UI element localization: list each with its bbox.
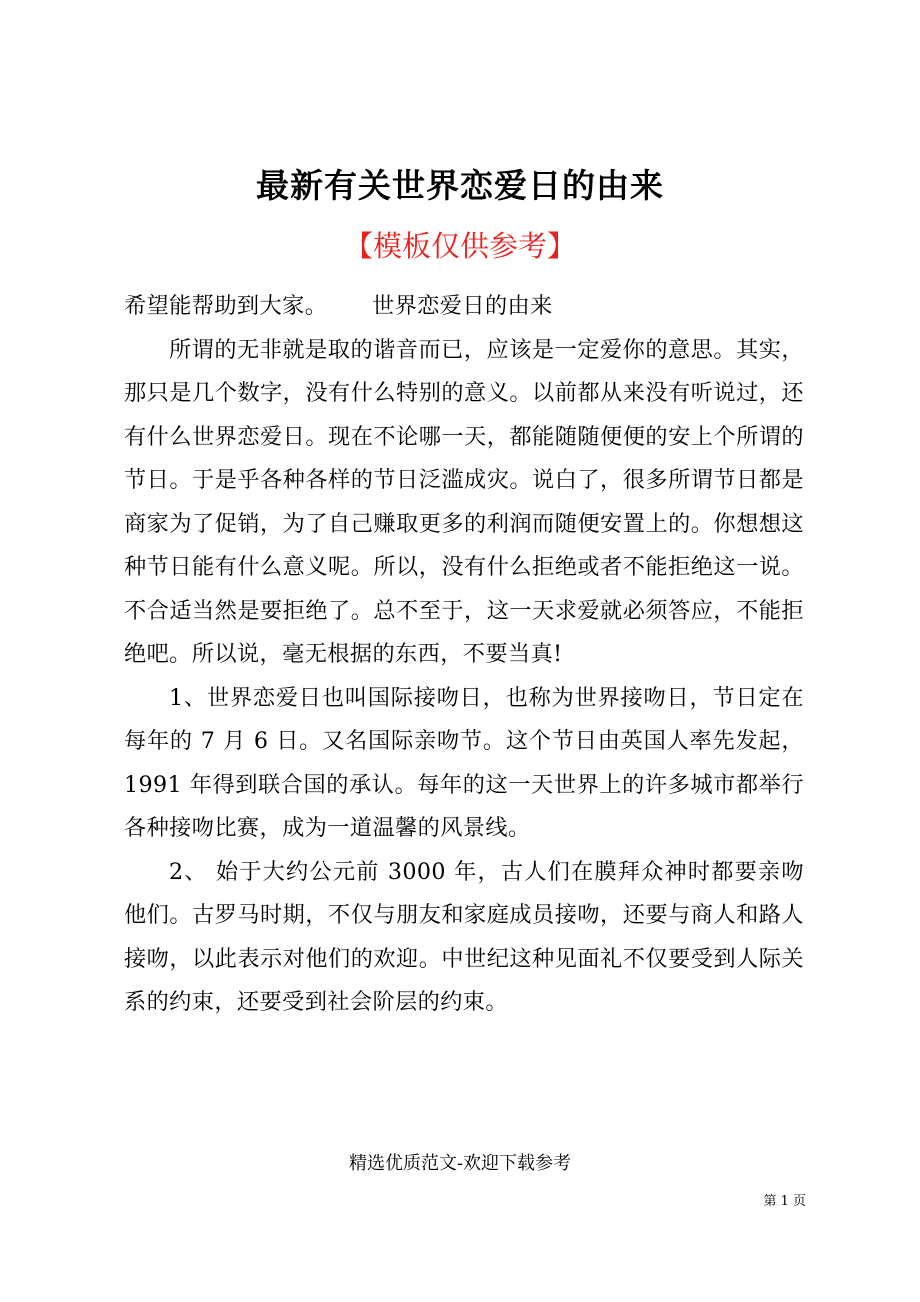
page-number: 第 1 页 xyxy=(763,1194,806,1209)
template-notice: 【模板仅供参考】 xyxy=(343,229,576,263)
document-body xyxy=(124,285,804,1025)
body-paragraph: 所谓的无非就是取的谐音而已，应该是一定爱你的意思。其实，那只是几个数字，没有什么特别的意义。以前都从来没有听说过，还有什么世界恋爱日。现在不论哪一天，都能随随便便的安上个所谓的节日。于是乎各种各样的节日泛滥成灾。说白了，很多所谓节日都是商家为了促销，为了自己赚取更多的利润而随便安置上的。你想想这种节日能有什么意义呢。所以，没有什么拒绝或者不能拒绝这一说。不合适当然是要拒绝了。总不至于，这一天求爱就必须答应，不能拒绝吧。所以说，毫无根据的东西，不要当真! xyxy=(124,336,804,667)
body-paragraph: 1、世界恋爱日也叫国际接吻日，也称为世界接吻日，节日定在每年的 7 月 6 日。又名国际亲吻节。这个节日由英国人率先发起，1991 年得到联合国的承认。每年的这一天世界上的许多城市都举行各种接吻比赛，成为一道温馨的风景线。 xyxy=(124,684,804,841)
document-title: 最新有关世界恋爱日的由来 xyxy=(256,166,664,205)
intro-paragraph: 希望能帮助到大家。 世界恋爱日的由来 xyxy=(124,293,553,319)
footer-text: 精选优质范文-欢迎下载参考 xyxy=(348,1153,572,1174)
body-paragraph: 2、 始于大约公元前 3000 年，古人们在膜拜众神时都要亲吻他们。古罗马时期，不仅与朋友和家庭成员接吻，还要与商人和路人接吻，以此表示对他们的欢迎。中世纪这种见面礼不仅要受到人际关系的约束，还要受到社会阶层的约束。 xyxy=(124,858,804,1015)
